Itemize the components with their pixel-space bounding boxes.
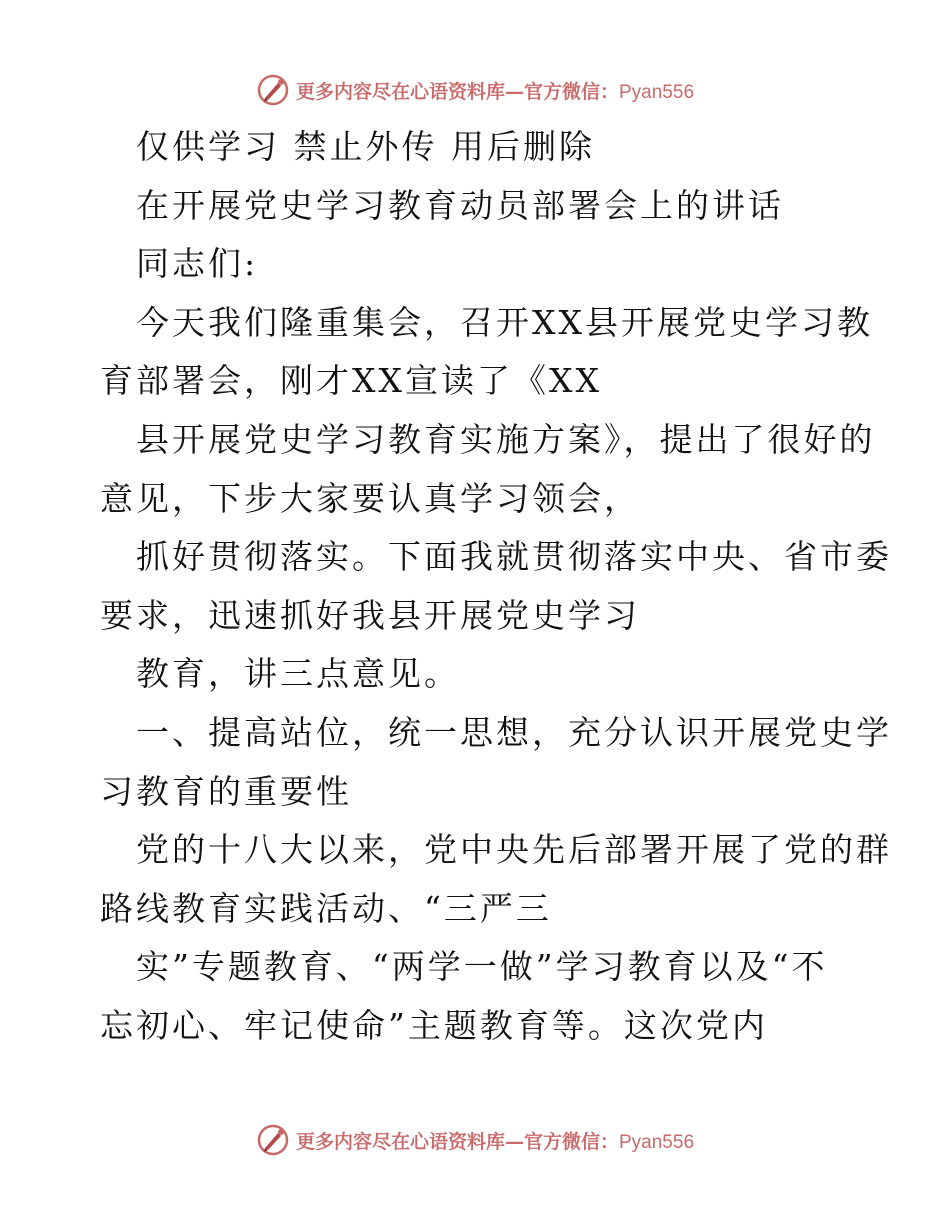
document-line: 党的十八大以来，党中央先后部署开展了党的群	[136, 830, 892, 870]
watermark-text	[296, 1127, 694, 1154]
footer-watermark	[0, 1120, 950, 1160]
document-line: 同志们:	[136, 244, 259, 284]
document-line: 意见，下步大家要认真学习领会，	[100, 478, 640, 518]
watermark-wechat-id: Pyan556	[619, 1131, 695, 1153]
document-line: 教育，讲三点意见。	[136, 654, 460, 694]
document-body	[100, 118, 892, 1056]
document-line: 育部署会，刚才XX宣读了《XX	[100, 361, 602, 401]
document-line: 路线教育实践活动、“三严三	[100, 888, 552, 928]
document-line: 忘初心、牢记使命”主题教育等。这次党内	[100, 1005, 768, 1045]
document-line: 在开展党史学习教育动员部署会上的讲话	[136, 185, 784, 225]
document-line: 一、提高站位，统一思想，充分认识开展党史学	[136, 712, 892, 752]
pen-circle-logo-icon	[256, 1123, 290, 1157]
watermark-text	[296, 77, 694, 104]
document-line: 习教育的重要性	[100, 771, 352, 811]
pen-circle-logo-icon	[256, 73, 290, 107]
document-line: 要求，迅速抓好我县开展党史学习	[100, 595, 640, 635]
watermark-text-cn: 更多内容尽在心语资料库—官方微信：	[295, 80, 619, 103]
document-line: 今天我们隆重集会，召开XX县开展党史学习教	[136, 302, 873, 342]
document-line: 仅供学习 禁止外传 用后删除	[136, 127, 595, 166]
watermark-text-cn: 更多内容尽在心语资料库—官方微信：	[295, 1130, 619, 1153]
document-line: 抓好贯彻落实。下面我就贯彻落实中央、省市委	[136, 537, 892, 577]
document-line: 县开展党史学习教育实施方案》，提出了很好的	[136, 419, 876, 459]
watermark-wechat-id: Pyan556	[619, 81, 695, 103]
document-line: 实”专题教育、“两学一做”学习教育以及“不	[136, 947, 828, 987]
header-watermark	[0, 70, 950, 110]
